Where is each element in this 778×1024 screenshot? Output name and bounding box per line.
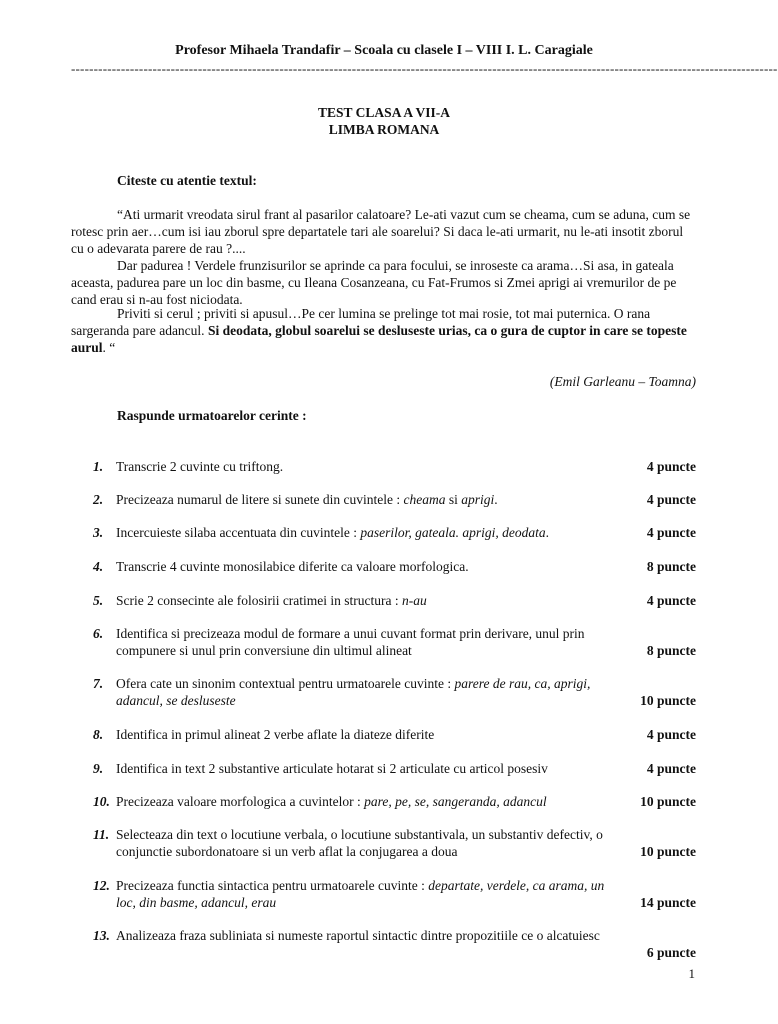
task-text: Selecteaza din text o locutiune verbala, o locutiune substantivala, un substantiv defectiv, o conjunctie subordonatoare si un verb aflat la conjugarea a doua bbox=[116, 827, 603, 859]
task-number: 2. bbox=[93, 492, 104, 507]
task-points: 10 puncte bbox=[640, 693, 696, 708]
task-points: 14 puncte bbox=[640, 895, 696, 910]
task-points: 8 puncte bbox=[646, 559, 696, 574]
task-number: 5. bbox=[93, 593, 104, 608]
task-item bbox=[71, 675, 696, 709]
task-text: Ofera cate un sinonim contextual pentru urmatoarele cuvinte : parere de rau, ca, aprigi, adancul, se desluseste bbox=[116, 676, 591, 708]
task-points: 4 puncte bbox=[646, 593, 696, 608]
reading-paragraph-3 bbox=[71, 305, 696, 356]
task-points: 4 puncte bbox=[646, 525, 696, 540]
task-text: Identifica in primul alineat 2 verbe aflate la diateze diferite bbox=[116, 727, 435, 742]
task-points: 8 puncte bbox=[646, 643, 696, 658]
task-number: 11. bbox=[93, 827, 110, 842]
task-number: 3. bbox=[93, 525, 104, 540]
task-number: 9. bbox=[93, 761, 104, 776]
reading-paragraph-2: Dar padurea ! Verdele frunzisurilor se aprinde ca para focului, se inroseste ca arama…Si asa, in gateala aceasta, padurea pare un loc din basme, cu Ileana Cosanzeana, cu Fat-Frumos si Zmei aprigi ai vremurilor de pe cand erau si n-au fost niciodata. bbox=[71, 258, 677, 307]
task-points: 4 puncte bbox=[646, 727, 696, 742]
paragraph-3-start: Priviti si cerul ; priviti si apusul…Pe cer lumina se prelinge tot mai rosie, tot mai puternica. O rana sargeranda pare adancul. bbox=[71, 306, 651, 338]
test-subtitle: LIMBA ROMANA bbox=[328, 122, 440, 137]
reading-heading: Citeste cu atentie textul: bbox=[117, 173, 257, 188]
page-number: 1 bbox=[688, 966, 695, 981]
task-points: 4 puncte bbox=[646, 459, 696, 474]
task-points: 10 puncte bbox=[640, 794, 696, 809]
task-number: 13. bbox=[93, 928, 110, 943]
task-text: Precizeaza numarul de litere si sunete din cuvintele : cheama si aprigi. bbox=[116, 492, 498, 507]
task-number: 10. bbox=[93, 794, 110, 809]
task-text: Identifica in text 2 substantive articulate hotarat si 2 articulate cu articol posesiv bbox=[116, 761, 548, 776]
task-points: 4 puncte bbox=[646, 761, 696, 776]
paragraph-3-end: . “ bbox=[102, 340, 116, 355]
task-text: Scrie 2 consecinte ale folosirii cratimei in structura : n-au bbox=[116, 593, 427, 608]
tasks-heading: Raspunde urmatoarelor cerinte : bbox=[117, 408, 307, 423]
task-number: 12. bbox=[93, 878, 110, 893]
task-text: Transcrie 2 cuvinte cu triftong. bbox=[116, 459, 284, 474]
header-separator: ------------------------------------------------------------------------------------------------------------------------------------------------------------ bbox=[71, 61, 778, 76]
test-title: TEST CLASA A VII-A bbox=[318, 105, 450, 120]
task-text: Precizeaza valoare morfologica a cuvintelor : pare, pe, se, sangeranda, adancul bbox=[116, 794, 547, 809]
text-author: (Emil Garleanu – Toamna) bbox=[549, 374, 696, 389]
task-item bbox=[71, 877, 696, 911]
task-item bbox=[71, 625, 696, 659]
underlined-sentence: Si deodata, globul soarelui se desluseste urias, ca o gura de cuptor in care se topeste aurul bbox=[71, 323, 687, 355]
task-points: 6 puncte bbox=[646, 945, 696, 960]
task-item bbox=[71, 927, 696, 961]
task-item bbox=[71, 826, 696, 860]
task-text: Identifica si precizeaza modul de formare a unui cuvant format prin derivare, unul prin compunere si unul prin conversiune din ultimul alineat bbox=[116, 626, 585, 658]
task-number: 8. bbox=[93, 727, 104, 742]
task-number: 6. bbox=[93, 626, 104, 641]
reading-paragraph-1: “Ati urmarit vreodata sirul frant al pasarilor calatoare? Le-ati vazut cum se cheama, cum se aduna, cum se rotesc prin aer…cum isi iau zborul spre departatele tari ale soarelui? Si daca le-ati urmarit, nu le-ati insotit zborul cu o adevarata parere de rau ?.... bbox=[71, 207, 691, 256]
task-points: 4 puncte bbox=[646, 492, 696, 507]
task-number: 7. bbox=[93, 676, 104, 691]
task-points: 10 puncte bbox=[640, 844, 696, 859]
task-text: Analizeaza fraza subliniata si numeste raportul sintactic dintre propozitiile ce o alcatuiesc bbox=[116, 928, 600, 943]
task-text: Precizeaza functia sintactica pentru urmatoarele cuvinte : departate, verdele, ca arama, un loc, din basme, adancul, erau bbox=[116, 878, 605, 910]
task-text: Transcrie 4 cuvinte monosilabice diferite ca valoare morfologica. bbox=[116, 559, 469, 574]
task-number: 1. bbox=[93, 459, 104, 474]
task-text: Incercuieste silaba accentuata din cuvintele : paserilor, gateala. aprigi, deodata. bbox=[116, 525, 550, 540]
page-header: Profesor Mihaela Trandafir – Scoala cu clasele I – VIII I. L. Caragiale bbox=[175, 43, 593, 58]
task-number: 4. bbox=[93, 559, 104, 574]
